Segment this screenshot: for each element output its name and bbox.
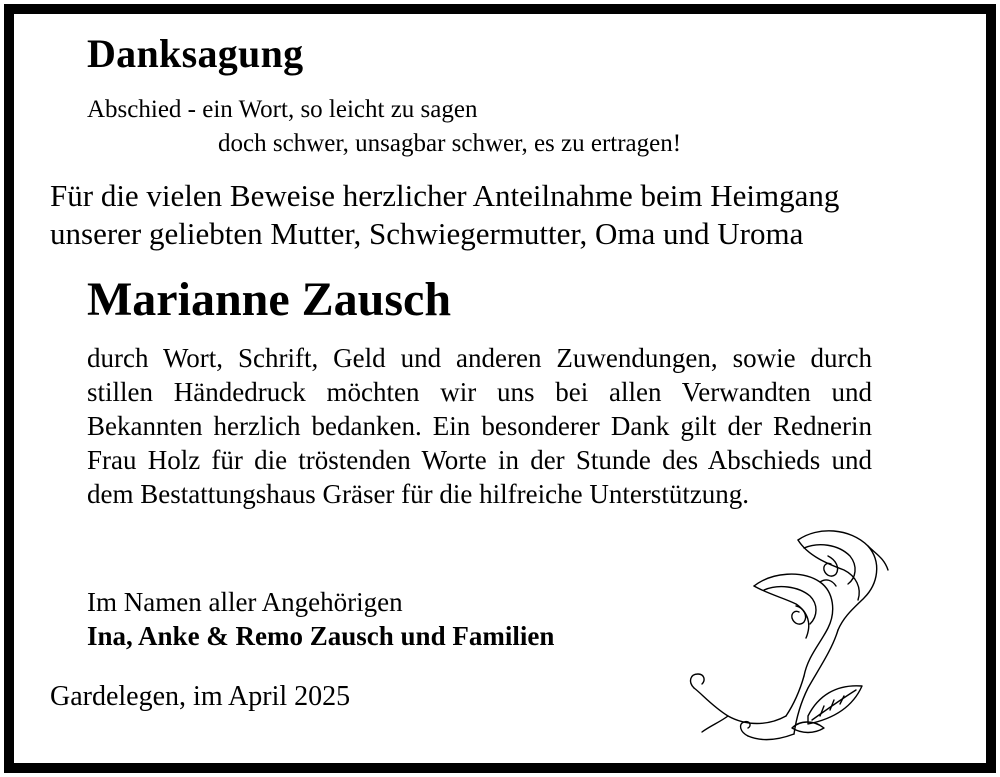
quote-line-1: Abschied - ein Wort, so leicht zu sagen (87, 96, 478, 123)
notice-title: Danksagung (87, 31, 304, 76)
signature-line-1: Im Namen aller Angehörigen (87, 587, 403, 617)
deceased-name: Marianne Zausch (87, 273, 452, 326)
thanks-body: durch Wort, Schrift, Geld und anderen Zuwendungen, sowie durch stillen Händedruck möchten wir uns bei allen Verwandten und Bekannten herzlich bedanken. Ein besonderer Dank gilt der Rednerin Frau Holz für die tröstenden Worte in der Stunde des Abschieds und dem Bestattungshaus Gräser für die hilfreiche Unterstützung. (87, 343, 872, 509)
signature-line-2: Ina, Anke & Remo Zausch und Familien (87, 621, 555, 651)
intro-line-1: Für die vielen Beweise herzlicher Anteilnahme beim Heimgang (50, 178, 840, 213)
quote-line-2: doch schwer, unsagbar schwer, es zu ertragen! (218, 130, 682, 157)
place-date: Gardelegen, im April 2025 (50, 681, 351, 712)
calla-lily-flower-icon (668, 520, 898, 745)
intro-line-2: unserer geliebten Mutter, Schwiegermutter, Oma und Uroma (50, 216, 804, 251)
